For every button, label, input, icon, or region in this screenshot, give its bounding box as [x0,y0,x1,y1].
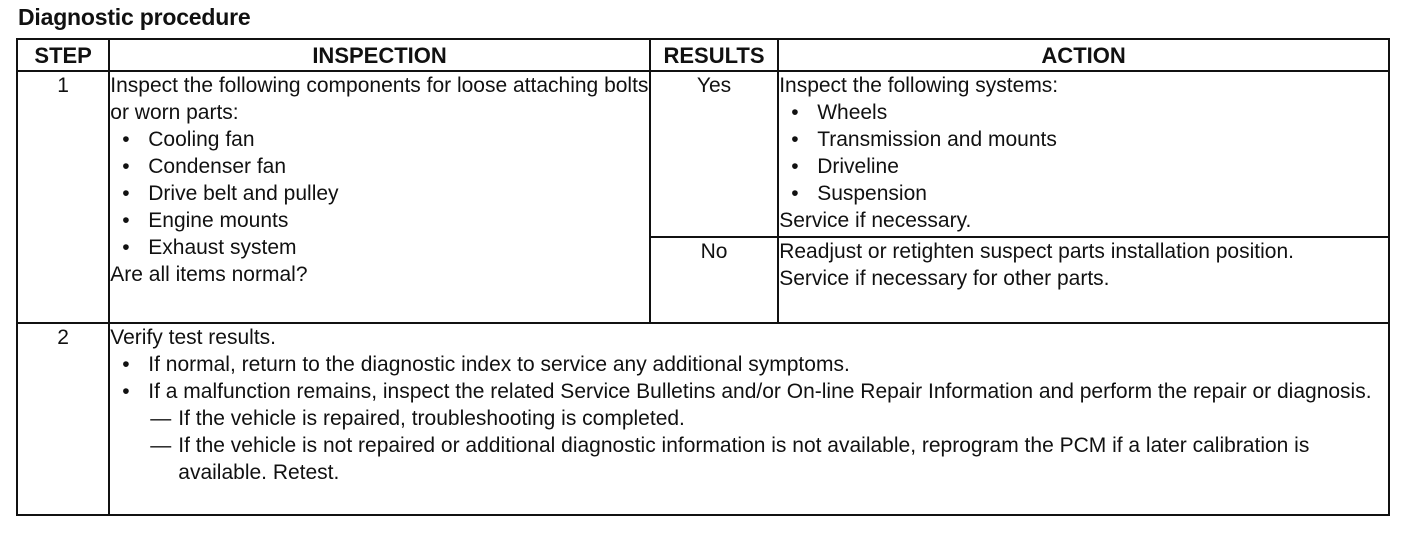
step-2-bullets [110,351,1388,405]
step-2-number: 2 [17,323,109,515]
step-2-intro: Verify test results. [110,326,276,349]
list-item: • Condenser fan [110,153,649,180]
list-item: • If a malfunction remains, inspect the related Service Bulletins and/or On-line Repair Information and perform the repair or diagnosis. [110,378,1388,405]
step-1-inspection [109,71,650,323]
action-no-line-2: Service if necessary for other parts. [779,267,1110,290]
action-no-line-1: Readjust or retighten suspect parts installation position. [779,240,1294,263]
systems-list [779,99,1388,207]
step-1-question: Are all items normal? [110,263,308,286]
header-step: STEP [17,39,109,71]
header-results: RESULTS [650,39,778,71]
step-2-content [109,323,1389,515]
step-2-row [17,323,1389,515]
list-item: — If the vehicle is not repaired or additional diagnostic information is not available, reprogram the PCM if a later calibration is available. Retest. [150,432,1388,486]
step-2-dashes [110,405,1388,486]
list-item: • If normal, return to the diagnostic index to service any additional symptoms. [110,351,1388,378]
header-inspection: INSPECTION [109,39,650,71]
action-yes [778,71,1389,237]
step-1-row [17,71,1389,237]
list-item: • Cooling fan [110,126,649,153]
list-item: • Exhaust system [110,234,649,261]
action-yes-outro: Service if necessary. [779,209,972,232]
header-action: ACTION [778,39,1389,71]
result-yes: Yes [650,71,778,237]
result-no: No [650,237,778,323]
list-item: • Wheels [779,99,1388,126]
components-list [110,126,649,261]
step-1-intro: Inspect the following components for loose attaching bolts or worn parts: [110,74,649,124]
list-item: • Transmission and mounts [779,126,1388,153]
list-item: — If the vehicle is repaired, troubleshooting is completed. [150,405,1388,432]
page-title: Diagnostic procedure [18,4,251,30]
step-1-number: 1 [17,71,109,323]
list-item: • Suspension [779,180,1388,207]
list-item: • Drive belt and pulley [110,180,649,207]
action-no [778,237,1389,323]
header-row [17,39,1389,71]
diagnostic-table [16,38,1390,516]
list-item: • Engine mounts [110,207,649,234]
action-yes-intro: Inspect the following systems: [779,74,1059,97]
list-item: • Driveline [779,153,1388,180]
